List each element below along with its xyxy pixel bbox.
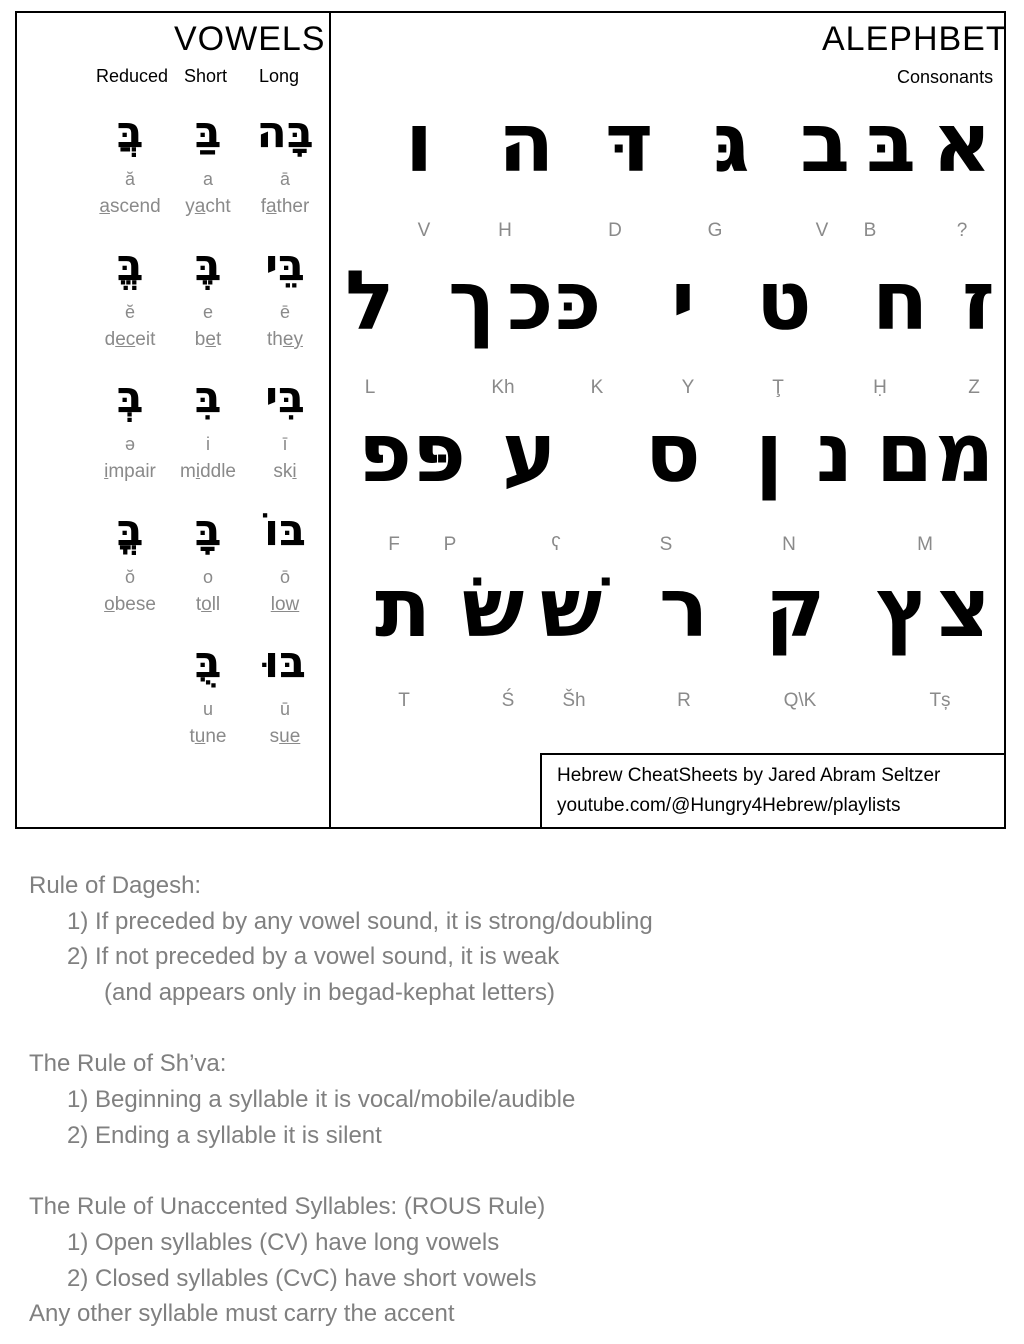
col-short: Short <box>184 66 228 86</box>
consonant-transliteration: Q\K <box>783 690 817 711</box>
consonant-transliteration: Šh <box>562 690 586 711</box>
hebrew-letter: פ <box>358 406 412 501</box>
consonant-transliteration: V <box>417 220 431 241</box>
hebrew-letter: ט <box>756 254 812 349</box>
vowel-hebrew: בֳּ <box>116 505 144 556</box>
col-reduced: Reduced <box>96 66 169 86</box>
consonant-transliteration: V <box>815 220 829 241</box>
consonant-transliteration: R <box>677 690 691 711</box>
vowel-symbol: ā <box>279 169 290 189</box>
hebrew-letter: ל <box>345 254 395 349</box>
hebrew-letter: שׁ <box>540 561 603 656</box>
rule-shva-2: 2) Ending a syllable it is silent <box>67 1122 382 1149</box>
credit-author: Hebrew CheatSheets by Jared Abram Seltzer <box>557 765 941 786</box>
vowel-symbol: ə <box>124 434 135 454</box>
hebrew-letter: ך <box>448 254 496 349</box>
consonant-transliteration: ? <box>956 220 968 241</box>
vowel-symbol: ŏ <box>124 567 135 587</box>
vowel-example-word: yacht <box>185 196 231 217</box>
hebrew-letter: א <box>932 96 992 191</box>
vowel-symbol: ī <box>282 434 288 454</box>
rule-dagesh-2b: (and appears only in begad-kephat letters) <box>104 979 555 1006</box>
rule-rous-2: 2) Closed syllables (CvC) have short vowels <box>67 1265 537 1292</box>
hebrew-letter: ק <box>765 561 826 656</box>
vowel-example-word: father <box>260 196 310 217</box>
vowel-example-word: toll <box>195 594 221 615</box>
vowel-symbol: ă <box>124 169 135 189</box>
credit-box <box>540 753 1006 829</box>
vowel-symbol: i <box>206 434 210 454</box>
vowel-hebrew: בּוּ <box>264 637 306 688</box>
hebrew-letter: ה <box>498 96 555 191</box>
vowel-symbol: ē <box>279 302 290 322</box>
vowel-symbol: e <box>202 302 213 322</box>
hebrew-letter: ם <box>876 406 934 501</box>
vowel-example-word: deceit <box>104 329 156 350</box>
vowel-example-word: ascend <box>99 196 161 217</box>
consonant-transliteration: H <box>498 220 512 241</box>
consonant-transliteration: Ḥ <box>873 377 887 398</box>
consonant-transliteration: Ţ <box>772 377 784 398</box>
consonant-transliteration: K <box>590 377 604 398</box>
consonant-transliteration: ʕ <box>551 534 561 555</box>
vowel-example-word: bet <box>194 329 222 350</box>
vowel-hebrew: בֲּ <box>116 107 144 158</box>
vowel-hebrew: בָּה <box>256 107 314 158</box>
consonant-transliteration: Tș <box>929 690 951 711</box>
alephbet-title: ALEPHBET <box>822 20 1008 58</box>
vowel-hebrew: בִּי <box>265 372 305 423</box>
hebrew-letter: ס <box>645 406 701 501</box>
rule-shva-1: 1) Beginning a syllable it is vocal/mobile/audible <box>67 1086 576 1113</box>
consonant-transliteration: Ś <box>501 690 515 711</box>
hebrew-letter: צ <box>937 561 991 656</box>
col-long: Long <box>259 66 300 86</box>
rule-dagesh-title: Rule of Dagesh: <box>29 872 202 899</box>
rule-dagesh-1: 1) If preceded by any vowel sound, it is strong/doubling <box>67 908 653 935</box>
consonant-transliteration: F <box>388 534 400 555</box>
hebrew-letter: כּ <box>555 254 602 349</box>
hebrew-letter: בּ <box>866 96 917 191</box>
vowel-example-word: low <box>270 594 300 615</box>
consonant-transliteration: S <box>659 534 673 555</box>
vowel-hebrew: בֱּ <box>116 240 144 291</box>
vowel-hebrew: בִּ <box>194 372 222 423</box>
vowel-hebrew: בְּ <box>116 372 144 423</box>
consonant-transliteration: Kh <box>491 377 515 398</box>
rule-rous-1: 1) Open syllables (CV) have long vowels <box>67 1229 500 1256</box>
rule-dagesh-2: 2) If not preceded by a vowel sound, it is weak <box>67 943 560 970</box>
vowel-symbol: o <box>202 567 213 587</box>
hebrew-letter: ז <box>962 254 995 349</box>
vowel-example-word: impair <box>104 461 156 482</box>
consonant-transliteration: P <box>443 534 457 555</box>
rule-shva-title: The Rule of Sh’va: <box>29 1050 227 1077</box>
vowel-example-word: they <box>267 329 303 350</box>
vowel-symbol: a <box>202 169 213 189</box>
vowel-symbol: ĕ <box>124 302 135 322</box>
vowel-symbol: u <box>202 699 213 719</box>
hebrew-letter: ת <box>375 561 432 656</box>
vowel-hebrew: בֻּ <box>194 637 222 688</box>
hebrew-letter: ע <box>502 406 557 501</box>
rule-rous-3: Any other syllable must carry the accent <box>29 1300 455 1327</box>
vowel-hebrew: בֵּי <box>265 240 305 291</box>
vowel-hebrew: בּוֹ <box>264 505 306 556</box>
consonant-transliteration: D <box>608 220 622 241</box>
hebrew-letter: ו <box>405 96 434 191</box>
consonant-transliteration: N <box>782 534 796 555</box>
vowel-example-word: sue <box>269 726 301 747</box>
consonant-transliteration: M <box>917 534 933 555</box>
consonant-transliteration: Y <box>681 377 695 398</box>
consonant-transliteration: B <box>863 220 877 241</box>
hebrew-letter: דּ <box>605 96 654 191</box>
hebrew-letter: ח <box>872 254 929 349</box>
vowel-example-word: middle <box>180 461 236 482</box>
hebrew-letter: גּ <box>713 96 750 191</box>
hebrew-letter: פּ <box>412 406 466 501</box>
consonant-transliteration: G <box>707 220 723 241</box>
hebrew-letter: נ <box>816 406 854 501</box>
vowels-title: VOWELS <box>174 20 326 58</box>
vowel-example-word: ski <box>273 461 297 482</box>
hebrew-letter: י <box>671 254 696 349</box>
credit-link: youtube.com/@Hungry4Hebrew/playlists <box>557 795 901 816</box>
hebrew-letter: ן <box>755 406 784 501</box>
consonant-transliteration: L <box>364 377 376 398</box>
alephbet-subtitle: Consonants <box>897 67 994 87</box>
vowel-hebrew: בֶּ <box>194 240 222 291</box>
rule-rous-title: The Rule of Unaccented Syllables: (ROUS Rule) <box>29 1193 546 1220</box>
vowel-example-word: tune <box>189 726 227 747</box>
hebrew-letter: כ <box>507 254 554 349</box>
hebrew-letter: ר <box>659 561 709 656</box>
vowel-symbol: ō <box>279 567 290 587</box>
hebrew-letter: ב <box>800 96 851 191</box>
vowel-hebrew: בַּ <box>194 107 222 158</box>
vowel-hebrew: בָּ <box>194 505 222 556</box>
column-divider <box>329 11 331 829</box>
hebrew-letter: ץ <box>876 561 931 656</box>
consonant-transliteration: Z <box>968 377 980 398</box>
hebrew-letter: שׂ <box>462 561 525 656</box>
vowel-symbol: ū <box>279 699 290 719</box>
consonant-transliteration: T <box>398 690 410 711</box>
vowel-example-word: obese <box>104 594 156 615</box>
hebrew-letter: מ <box>935 406 995 501</box>
